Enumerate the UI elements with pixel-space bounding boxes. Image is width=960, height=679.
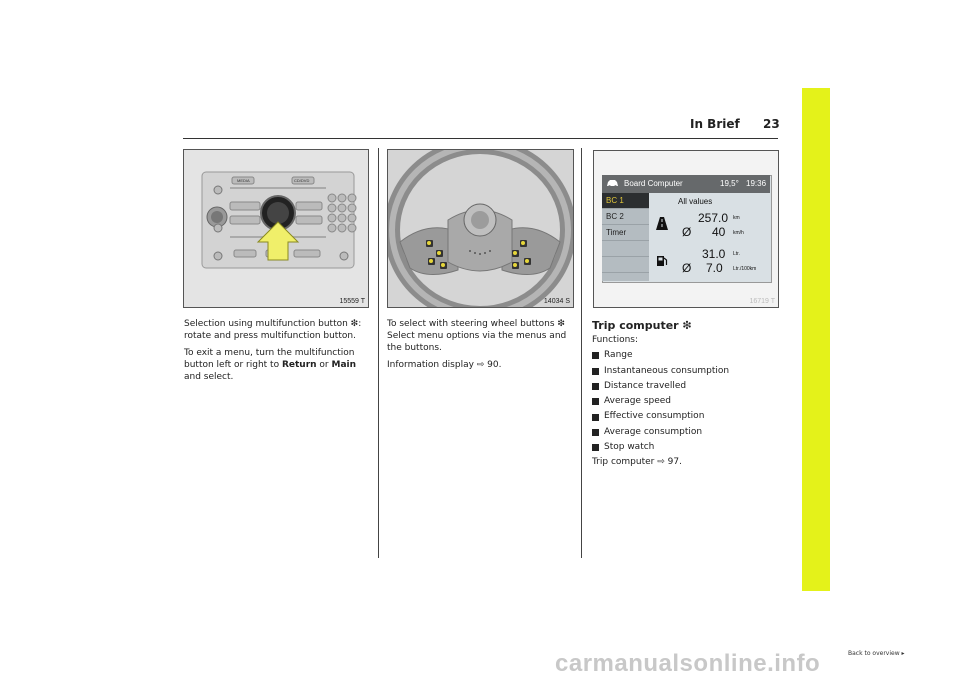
column-2-text <box>387 318 573 376</box>
clock-readout: 19:36 <box>746 179 767 188</box>
chapter-tab <box>802 88 830 591</box>
display-title: Board Computer <box>624 179 683 188</box>
speed-unit: km/h <box>733 230 744 236</box>
media-button-label: MEDIA <box>237 178 250 183</box>
header-rule <box>183 138 778 139</box>
watermark: carmanualsonline.info <box>555 650 821 677</box>
paragraph: Selection using multifunction button ❇: rotate and press multifunction button. <box>184 319 362 341</box>
column-1-text <box>184 318 366 388</box>
range-value: 257.0 <box>698 211 729 225</box>
consumption-unit: Ltr./100km <box>733 266 757 272</box>
tab-timer: Timer <box>602 225 649 241</box>
range-unit: km <box>733 215 740 221</box>
main-keyword: Main <box>331 360 357 370</box>
car-icon <box>606 179 619 188</box>
cross-reference[interactable]: Trip computer ⇨ 97. <box>592 457 682 468</box>
consumption-value: 7.0 <box>706 261 723 275</box>
steering-wheel-illustration <box>388 150 573 307</box>
page-number: 23 <box>763 117 780 131</box>
display-title-bar <box>602 175 770 193</box>
list-item: Range <box>592 348 792 363</box>
display-heading: All values <box>678 197 713 206</box>
fuel-value: 31.0 <box>702 247 726 261</box>
list-item: Instantaneous consumption <box>592 364 792 379</box>
tab-bc1: BC 1 <box>602 193 649 209</box>
board-computer-figure <box>593 150 779 308</box>
display-main-area <box>650 193 770 281</box>
fuel-unit: Ltr. <box>733 251 740 257</box>
figure-number: 16719 T <box>749 298 775 305</box>
fuel-pump-icon <box>656 255 668 267</box>
column-divider <box>378 148 379 558</box>
back-to-overview-link[interactable]: Back to overview ▸ <box>848 650 905 657</box>
list-item: Average speed <box>592 394 792 409</box>
list-item: Effective consumption <box>592 409 792 424</box>
cd-button-label: CD/DVD <box>294 178 310 183</box>
paragraph[interactable]: Information display ⇨ 90. <box>387 360 502 370</box>
column-divider <box>581 148 582 558</box>
steering-wheel-figure <box>387 149 574 308</box>
paragraph: To select with steering wheel buttons ❇ Select menu options via the menus and the buttons. <box>387 319 567 353</box>
tab-empty <box>602 257 649 273</box>
return-keyword: Return <box>281 360 317 370</box>
paragraph: To exit a menu, turn the multifunction button left or right to Return or Main and select. <box>184 348 357 382</box>
tab-bc2: BC 2 <box>602 209 649 225</box>
page-header-title: In Brief <box>690 117 740 131</box>
radio-illustration <box>184 150 368 307</box>
list-item: Distance travelled <box>592 379 792 394</box>
list-item: Average consumption <box>592 425 792 440</box>
list-intro: Functions: <box>592 335 639 345</box>
road-icon <box>656 217 668 230</box>
temperature-readout: 19,5° <box>720 179 739 188</box>
figure-number: 15559 T <box>339 298 365 305</box>
list-item: Stop watch <box>592 440 792 455</box>
speed-value: 40 <box>712 225 726 239</box>
section-title: Trip computer ❇ <box>592 319 692 332</box>
display-tab-list <box>602 193 649 281</box>
functions-list <box>592 333 792 471</box>
radio-figure <box>183 149 369 308</box>
figure-number: 14034 S <box>543 298 570 305</box>
average-symbol: Ø <box>682 225 692 239</box>
tab-empty <box>602 241 649 257</box>
average-symbol-2: Ø <box>682 261 692 275</box>
